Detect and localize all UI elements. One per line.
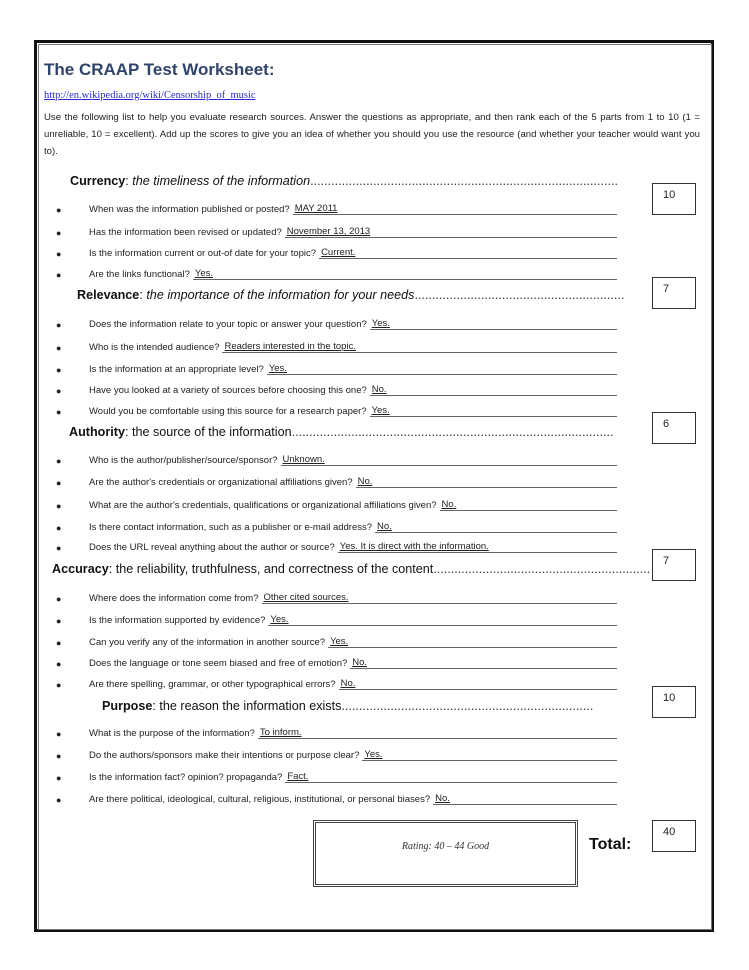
- bullet-icon: ●: [56, 751, 62, 761]
- question-row: [52, 588, 617, 604]
- section-description: the reliability, truthfulness, and correctness of the content: [115, 562, 434, 576]
- answer-field[interactable]: Fact.: [285, 771, 617, 783]
- answer-field[interactable]: To inform.: [258, 727, 617, 739]
- question-text: Is the information supported by evidence?: [89, 615, 266, 626]
- score-box-accuracy[interactable]: 7: [652, 549, 696, 581]
- section-name: Currency: [70, 174, 126, 188]
- bullet-icon: ●: [56, 680, 62, 690]
- section-colon: :: [108, 562, 116, 576]
- bullet-icon: ●: [56, 407, 62, 417]
- leader-dots: ............................................................: [414, 288, 625, 302]
- section-name: Authority: [69, 425, 125, 439]
- question-text: Are the author's credentials or organizational affiliations given?: [89, 477, 353, 488]
- question-row: [52, 767, 617, 783]
- question-text: Can you verify any of the information in another source?: [89, 637, 326, 648]
- score-box-currency[interactable]: 10: [652, 183, 696, 215]
- answer-field[interactable]: Yes.: [268, 614, 617, 626]
- bullet-icon: ●: [56, 523, 62, 533]
- answer-field[interactable]: Yes.: [370, 405, 617, 417]
- rating-text: Rating: 40 – 44 Good: [401, 841, 490, 852]
- question-text: Does the language or tone seem biased and free of emotion?: [89, 658, 348, 669]
- question-text: What are the author's credentials, qualifications or organizational affiliations given?: [89, 500, 437, 511]
- question-text: Has the information been revised or updated?: [89, 227, 282, 238]
- answer-field[interactable]: Unknown.: [281, 454, 617, 466]
- answer-field[interactable]: No.: [356, 476, 617, 488]
- section-header-authority: [69, 425, 614, 439]
- bullet-icon: ●: [56, 228, 62, 238]
- question-text: Is there contact information, such as a publisher or e-mail address?: [89, 522, 373, 533]
- bullet-icon: ●: [56, 343, 62, 353]
- question-text: When was the information published or posted?: [89, 204, 290, 215]
- section-colon: :: [139, 288, 147, 302]
- answer-field[interactable]: No.: [350, 657, 617, 669]
- answer-field[interactable]: November 13, 2013: [285, 226, 617, 238]
- leader-dots: ............................................................................................: [291, 425, 614, 439]
- bullet-icon: ●: [56, 795, 62, 805]
- section-colon: :: [125, 174, 133, 188]
- question-row: [52, 337, 617, 353]
- question-row: [52, 653, 617, 669]
- answer-field[interactable]: Yes. It is direct with the information.: [338, 541, 617, 553]
- bullet-icon: ●: [56, 543, 62, 553]
- question-row: [52, 517, 617, 533]
- section-name: Relevance: [77, 288, 140, 302]
- bullet-icon: ●: [56, 478, 62, 488]
- question-text: Does the information relate to your topic or answer your question?: [89, 319, 367, 330]
- bullet-icon: ●: [56, 659, 62, 669]
- total-label: Total:: [589, 836, 632, 853]
- question-text: Do the authors/sponsors make their intentions or purpose clear?: [89, 750, 360, 761]
- leader-dots: ........................................................................: [341, 699, 594, 713]
- question-text: Would you be comfortable using this source for a research paper?: [89, 406, 367, 417]
- answer-field[interactable]: Readers interested in the topic.: [222, 341, 617, 353]
- leader-dots: ..............................................................: [433, 562, 651, 576]
- question-text: Is the information current or out-of date for your topic?: [89, 248, 317, 259]
- question-row: [52, 745, 617, 761]
- answer-field[interactable]: No.: [370, 384, 617, 396]
- answer-field[interactable]: No.: [375, 521, 617, 533]
- question-row: [52, 674, 617, 690]
- section-name: Accuracy: [52, 562, 109, 576]
- bullet-icon: ●: [56, 594, 62, 604]
- section-header-currency: [70, 174, 618, 188]
- question-row: [52, 789, 617, 805]
- question-row: [52, 380, 617, 396]
- section-header-relevance: [77, 288, 624, 302]
- question-text: Is the information at an appropriate level?: [89, 364, 264, 375]
- question-row: [52, 314, 617, 330]
- bullet-icon: ●: [56, 249, 62, 259]
- bullet-icon: ●: [56, 270, 62, 280]
- score-box-relevance[interactable]: 7: [652, 277, 696, 309]
- question-row: [52, 450, 617, 466]
- bullet-icon: ●: [56, 501, 62, 511]
- question-row: [52, 610, 617, 626]
- section-description: the importance of the information for your needs: [146, 288, 415, 302]
- leader-dots: ........................................................................................: [310, 174, 619, 188]
- answer-field[interactable]: No.: [440, 499, 617, 511]
- rating-box: [313, 820, 578, 887]
- answer-field[interactable]: Yes.: [193, 268, 617, 280]
- bullet-icon: ●: [56, 638, 62, 648]
- score-box-purpose[interactable]: 10: [652, 686, 696, 718]
- question-row: [52, 264, 617, 280]
- answer-field[interactable]: No.: [433, 793, 617, 805]
- bullet-icon: ●: [56, 320, 62, 330]
- section-description: the timeliness of the information: [132, 174, 311, 188]
- question-text: Who is the author/publisher/source/sponsor?: [89, 455, 278, 466]
- section-header-purpose: [102, 699, 593, 713]
- section-description: the reason the information exists: [159, 699, 342, 713]
- answer-field[interactable]: MAY 2011: [293, 203, 617, 215]
- answer-field[interactable]: Yes.: [362, 749, 617, 761]
- question-row: [52, 222, 617, 238]
- question-row: [52, 472, 617, 488]
- section-header-accuracy: [52, 562, 650, 576]
- question-text: Is the information fact? opinion? propaganda?: [89, 772, 283, 783]
- answer-field[interactable]: Yes.: [370, 318, 617, 330]
- source-link[interactable]: http://en.wikipedia.org/wiki/Censorship_of_music: [44, 90, 256, 101]
- section-name: Purpose: [102, 699, 153, 713]
- question-row: [52, 199, 617, 215]
- total-score-box[interactable]: 40: [652, 820, 696, 852]
- question-text: Does the URL reveal anything about the author or source?: [89, 542, 335, 553]
- question-text: Are there political, ideological, cultural, religious, institutional, or personal biases?: [89, 794, 431, 805]
- section-colon: :: [124, 425, 132, 439]
- bullet-icon: ●: [56, 456, 62, 466]
- question-row: [52, 401, 617, 417]
- bullet-icon: ●: [56, 729, 62, 739]
- section-description: the source of the information: [131, 425, 292, 439]
- question-row: [52, 723, 617, 739]
- answer-field[interactable]: No.: [339, 678, 617, 690]
- bullet-icon: ●: [56, 616, 62, 626]
- question-row: [52, 243, 617, 259]
- answer-field[interactable]: Current.: [319, 247, 617, 259]
- answer-field[interactable]: Other cited sources.: [262, 592, 618, 604]
- question-text: What is the purpose of the information?: [89, 728, 255, 739]
- bullet-icon: ●: [56, 365, 62, 375]
- question-row: [52, 632, 617, 648]
- question-text: Have you looked at a variety of sources before choosing this one?: [89, 385, 367, 396]
- question-row: [52, 495, 617, 511]
- section-colon: :: [152, 699, 160, 713]
- question-text: Where does the information come from?: [89, 593, 259, 604]
- bullet-icon: ●: [56, 386, 62, 396]
- bullet-icon: ●: [56, 205, 62, 215]
- instructions: Use the following list to help you evaluate research sources. Answer the questions as appropriate, and then rank each of the 5 parts from 1 to 10 (1 = unreliable, 10 = excellent). Add up the scores to give you an idea of whether you should you use the resource (and whether your teacher would want you to).: [44, 112, 700, 157]
- bullet-icon: ●: [56, 773, 62, 783]
- question-row: [52, 359, 617, 375]
- score-box-authority[interactable]: 6: [652, 412, 696, 444]
- question-text: Are there spelling, grammar, or other typographical errors?: [89, 679, 336, 690]
- answer-field[interactable]: Yes.: [267, 363, 617, 375]
- answer-field[interactable]: Yes.: [328, 636, 617, 648]
- question-row: [52, 537, 617, 553]
- question-text: Are the links functional?: [89, 269, 190, 280]
- worksheet-title: The CRAAP Test Worksheet:: [44, 60, 275, 79]
- question-text: Who is the intended audience?: [89, 342, 220, 353]
